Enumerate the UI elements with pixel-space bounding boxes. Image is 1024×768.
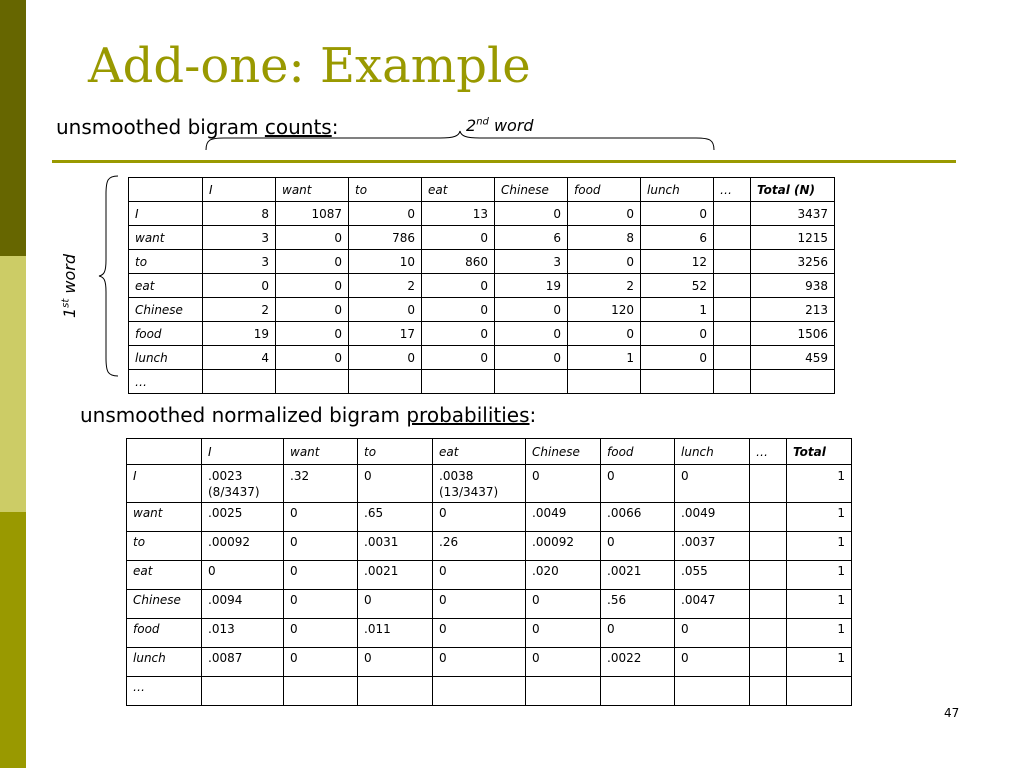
table-cell: 3 (495, 250, 568, 274)
side-bar-top (0, 0, 26, 256)
table-cell: 0 (433, 590, 526, 619)
table-cell (495, 370, 568, 394)
table-cell: 1 (787, 503, 852, 532)
row-header: want (129, 226, 203, 250)
probabilities-subtitle-suffix: : (529, 403, 537, 427)
table-cell: 0 (284, 561, 358, 590)
table-row (127, 503, 852, 532)
table-cell: 0 (526, 590, 601, 619)
table-cell: .0049 (526, 503, 601, 532)
table-row (127, 532, 852, 561)
table-cell (358, 677, 433, 706)
table-cell: 0 (349, 346, 422, 370)
header-row (129, 178, 835, 202)
row-header: I (127, 465, 202, 503)
table-cell: 0 (433, 503, 526, 532)
table-row (127, 590, 852, 619)
table-cell: .0031 (358, 532, 433, 561)
table-cell: 2 (349, 274, 422, 298)
table-cell (568, 370, 641, 394)
table-cell (276, 370, 349, 394)
table-row (127, 561, 852, 590)
table-cell: 1 (787, 465, 852, 503)
row-header: food (127, 619, 202, 648)
table-cell: 8 (568, 226, 641, 250)
table-cell (714, 202, 751, 226)
table-row (129, 370, 835, 394)
column-header: to (349, 178, 422, 202)
table-row (129, 274, 835, 298)
counts-subtitle-underlined: counts (264, 115, 332, 139)
table-cell: 0 (422, 298, 495, 322)
column-header: eat (433, 439, 526, 465)
table-cell: 459 (751, 346, 835, 370)
table-cell: 0 (284, 619, 358, 648)
table-cell (433, 677, 526, 706)
table-cell: 0 (495, 202, 568, 226)
table-cell (750, 561, 787, 590)
table-cell (751, 370, 835, 394)
vertical-brace (98, 174, 120, 378)
table-cell: 0 (422, 346, 495, 370)
counts-subtitle-suffix: : (331, 115, 339, 139)
table-cell: 0 (601, 465, 675, 503)
table-cell (750, 465, 787, 503)
table-cell (787, 677, 852, 706)
table-cell: 0 (276, 226, 349, 250)
table-cell (714, 226, 751, 250)
table-cell: .56 (601, 590, 675, 619)
table-cell: 0 (349, 202, 422, 226)
table-cell: 3 (203, 226, 276, 250)
table-cell: 0 (641, 202, 714, 226)
table-cell: 0 (568, 250, 641, 274)
table-cell: .32 (284, 465, 358, 503)
table-cell: 786 (349, 226, 422, 250)
row-header: to (129, 250, 203, 274)
column-header (127, 439, 202, 465)
side-bar-bottom (0, 512, 26, 768)
table-cell: 6 (641, 226, 714, 250)
table-cell (750, 677, 787, 706)
first-word-superscript: st (60, 298, 72, 308)
row-header: want (127, 503, 202, 532)
table-cell (714, 322, 751, 346)
table-cell: .65 (358, 503, 433, 532)
table-cell: 17 (349, 322, 422, 346)
side-decoration-bar (0, 0, 26, 768)
column-header: food (601, 439, 675, 465)
table-cell: .26 (433, 532, 526, 561)
table-cell: .0022 (601, 648, 675, 677)
row-header: … (129, 370, 203, 394)
row-header: I (129, 202, 203, 226)
page-number: 47 (944, 706, 960, 720)
table-cell: .0021 (601, 561, 675, 590)
table-cell: 0 (495, 322, 568, 346)
table-cell: 0 (526, 619, 601, 648)
row-header: Chinese (127, 590, 202, 619)
table-cell (714, 346, 751, 370)
second-word-superscript: nd (476, 116, 489, 128)
table-cell: 0 (641, 346, 714, 370)
column-header: I (203, 178, 276, 202)
table-cell: .0021 (358, 561, 433, 590)
row-header: lunch (127, 648, 202, 677)
table-cell: 3437 (751, 202, 835, 226)
table-row (127, 465, 852, 503)
column-header: I (202, 439, 284, 465)
table-cell (750, 619, 787, 648)
table-cell: 0 (202, 561, 284, 590)
table-cell: 3 (203, 250, 276, 274)
table-cell (750, 648, 787, 677)
table-cell: 1 (787, 648, 852, 677)
table-cell: 2 (203, 298, 276, 322)
table-cell: 0 (568, 322, 641, 346)
table-cell: 1506 (751, 322, 835, 346)
table-cell: .020 (526, 561, 601, 590)
table-cell: .011 (358, 619, 433, 648)
table-cell: 0 (422, 274, 495, 298)
title-divider (52, 160, 956, 163)
table-cell: 213 (751, 298, 835, 322)
header-row (127, 439, 852, 465)
table-cell: .0023 (8/3437) (202, 465, 284, 503)
table-cell (284, 677, 358, 706)
table-row (129, 250, 835, 274)
column-header (129, 178, 203, 202)
table-cell: 0 (601, 619, 675, 648)
column-header: food (568, 178, 641, 202)
table-cell (422, 370, 495, 394)
table-cell: 0 (284, 532, 358, 561)
counts-subtitle-prefix: unsmoothed bigram (56, 115, 265, 139)
probabilities-subtitle (80, 401, 536, 429)
table-cell (750, 590, 787, 619)
table-cell: 0 (284, 503, 358, 532)
probabilities-subtitle-prefix: unsmoothed normalized bigram (80, 403, 407, 427)
table-cell: 0 (495, 298, 568, 322)
table-cell: 1 (787, 561, 852, 590)
column-header: eat (422, 178, 495, 202)
table-cell: 52 (641, 274, 714, 298)
table-cell: 0 (358, 590, 433, 619)
table-cell: 1087 (276, 202, 349, 226)
table-cell (714, 370, 751, 394)
table-cell: 0 (675, 619, 750, 648)
column-header: lunch (675, 439, 750, 465)
table-cell: 1 (641, 298, 714, 322)
row-header: eat (129, 274, 203, 298)
column-header: … (714, 178, 751, 202)
table-cell: .0049 (675, 503, 750, 532)
column-header: lunch (641, 178, 714, 202)
row-header: Chinese (129, 298, 203, 322)
table-cell: .055 (675, 561, 750, 590)
row-header: … (127, 677, 202, 706)
slide-title: Add-one: Example (88, 38, 531, 94)
table-cell: .0038 (13/3437) (433, 465, 526, 503)
table-cell: 0 (433, 561, 526, 590)
table-cell: 0 (568, 202, 641, 226)
table-cell: 0 (276, 298, 349, 322)
table-cell: .00092 (202, 532, 284, 561)
table-cell: 19 (203, 322, 276, 346)
column-header: Chinese (495, 178, 568, 202)
table-cell: 0 (276, 274, 349, 298)
table-cell: 0 (358, 465, 433, 503)
column-header: Total (787, 439, 852, 465)
table-cell: 2 (568, 274, 641, 298)
table-cell: 0 (276, 250, 349, 274)
table-cell: 0 (422, 322, 495, 346)
table-cell (714, 274, 751, 298)
table-cell (349, 370, 422, 394)
table-cell: 6 (495, 226, 568, 250)
column-header: want (284, 439, 358, 465)
table-cell: 12 (641, 250, 714, 274)
table-cell: 0 (422, 226, 495, 250)
column-header: to (358, 439, 433, 465)
table-cell (750, 503, 787, 532)
table-cell (714, 250, 751, 274)
table-cell: .00092 (526, 532, 601, 561)
column-header: want (276, 178, 349, 202)
table-cell (714, 298, 751, 322)
table-cell: 1 (787, 619, 852, 648)
table-cell: .0066 (601, 503, 675, 532)
table-cell: 0 (284, 590, 358, 619)
table-cell: .0087 (202, 648, 284, 677)
table-cell: .0094 (202, 590, 284, 619)
row-header: food (129, 322, 203, 346)
table-row (129, 202, 835, 226)
table-cell: .013 (202, 619, 284, 648)
table-cell (675, 677, 750, 706)
table-cell: 0 (276, 346, 349, 370)
table-cell: 1215 (751, 226, 835, 250)
column-header: … (750, 439, 787, 465)
table-cell: 0 (601, 532, 675, 561)
probabilities-subtitle-underlined: probabilities (406, 403, 530, 427)
table-cell: 1 (787, 532, 852, 561)
table-row (127, 648, 852, 677)
first-word-text: word (60, 253, 79, 299)
row-header: lunch (129, 346, 203, 370)
table-cell: 0 (284, 648, 358, 677)
table-cell: 10 (349, 250, 422, 274)
table-cell: 120 (568, 298, 641, 322)
table-cell: 0 (349, 298, 422, 322)
table-cell (750, 532, 787, 561)
table-row (129, 322, 835, 346)
table-cell: .0037 (675, 532, 750, 561)
table-cell: 8 (203, 202, 276, 226)
table-cell: 3256 (751, 250, 835, 274)
table-cell: 0 (203, 274, 276, 298)
table-row (127, 677, 852, 706)
table-cell: 0 (526, 648, 601, 677)
table-cell: 19 (495, 274, 568, 298)
table-cell (203, 370, 276, 394)
table-cell: 0 (433, 648, 526, 677)
column-header: Total (N) (751, 178, 835, 202)
row-header: eat (127, 561, 202, 590)
table-cell: 0 (358, 648, 433, 677)
table-cell: 0 (641, 322, 714, 346)
row-header: to (127, 532, 202, 561)
table-cell: 0 (675, 648, 750, 677)
table-cell: 938 (751, 274, 835, 298)
table-cell: 860 (422, 250, 495, 274)
table-cell: 0 (495, 346, 568, 370)
first-word-number: 1 (60, 307, 79, 318)
side-bar-middle (0, 256, 26, 512)
bigram-probabilities-table (126, 438, 852, 706)
first-word-label (60, 254, 79, 318)
second-word-text: word (488, 116, 534, 135)
table-cell: .0025 (202, 503, 284, 532)
table-row (129, 298, 835, 322)
table-cell: 1 (568, 346, 641, 370)
table-row (129, 226, 835, 250)
table-cell (641, 370, 714, 394)
table-row (129, 346, 835, 370)
table-cell: 0 (675, 465, 750, 503)
bigram-counts-table (128, 177, 835, 394)
table-cell (526, 677, 601, 706)
table-cell: 0 (276, 322, 349, 346)
second-word-number: 2 (466, 116, 477, 135)
table-cell (202, 677, 284, 706)
table-cell: 13 (422, 202, 495, 226)
table-cell: .0047 (675, 590, 750, 619)
table-row (127, 619, 852, 648)
table-cell: 0 (526, 465, 601, 503)
table-cell: 0 (433, 619, 526, 648)
column-header: Chinese (526, 439, 601, 465)
table-cell: 4 (203, 346, 276, 370)
horizontal-brace (204, 130, 716, 152)
table-cell: 1 (787, 590, 852, 619)
table-cell (601, 677, 675, 706)
